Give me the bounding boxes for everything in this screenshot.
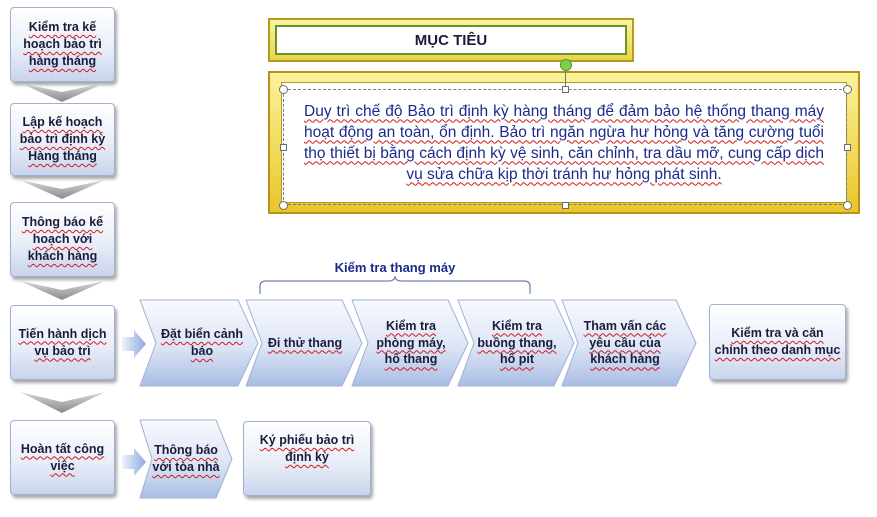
down-chevron-icon <box>20 281 105 301</box>
step-car-pit <box>474 300 560 386</box>
resize-handle[interactable] <box>843 201 852 210</box>
step-monthly-plan-check <box>10 7 115 82</box>
step-perform-service <box>10 305 115 380</box>
down-chevron-icon <box>20 180 105 200</box>
resize-handle[interactable] <box>279 85 288 94</box>
resize-handle[interactable] <box>279 201 288 210</box>
step-consult <box>580 300 670 386</box>
step-label: Lập kế hoạch bảo trì định kỳ Hàng tháng <box>19 115 106 163</box>
step-label: Tiến hành dịch vụ bảo trì <box>18 326 107 358</box>
group-bracket <box>258 276 532 296</box>
step-warning-sign <box>160 300 244 386</box>
step-label: Tham vấn các yêu cầu của khách hàng <box>583 318 667 367</box>
step-label: Kiểm tra và căn chỉnh theo danh mục <box>714 326 841 357</box>
down-chevron-icon <box>20 392 105 414</box>
step-monthly-plan-create <box>10 103 115 176</box>
step-complete-work <box>10 420 115 495</box>
step-label: Ký phiếu bảo trì định kỳ <box>259 433 355 464</box>
step-label: Kiểm tra phòng máy, hố thang <box>376 318 446 367</box>
step-test-run <box>264 300 346 386</box>
step-completion-result <box>243 421 371 496</box>
step-label: Kiểm tra buồng thang, hố pit <box>477 318 557 367</box>
resize-handle[interactable] <box>280 144 287 151</box>
resize-handle[interactable] <box>562 202 569 209</box>
step-notify-building <box>148 420 224 498</box>
rotate-handle[interactable] <box>560 59 572 71</box>
down-chevron-icon <box>20 83 105 103</box>
step-notify-customer <box>10 202 115 277</box>
objective-title: MỤC TIÊU <box>275 25 627 55</box>
objective-text: Duy trì chế độ Bảo trì định kỳ hàng tháng để đảm bảo hệ thống thang máy hoạt động an toàn, ổn định. Bảo trì ngăn ngừa hư hỏng và tăng cường tuổi thọ thiết bị bằng cách định kỳ vệ sinh, căn chỉnh, tra dầu mỡ, cung cấp dịch vụ sửa chữa kịp thời tránh hư hỏng phát sinh. <box>304 102 824 183</box>
step-label: Đi thử thang <box>267 335 343 350</box>
resize-handle[interactable] <box>843 85 852 94</box>
step-label: Đặt biển cảnh báo <box>161 327 243 358</box>
resize-handle[interactable] <box>562 86 569 93</box>
step-machine-room <box>368 300 454 386</box>
step-service-result <box>709 304 846 380</box>
objective-title-box <box>268 18 634 62</box>
resize-handle[interactable] <box>844 144 851 151</box>
step-label: Hoàn tất công việc <box>20 441 105 473</box>
step-label: Kiểm tra kế hoạch bảo trì hàng tháng <box>23 20 102 68</box>
group-label: Kiểm tra thang máy <box>334 260 456 275</box>
selection-outline <box>283 89 847 205</box>
step-label: Thông báo kế hoạch với khách hàng <box>21 215 104 263</box>
step-label: Thông báo với tòa nhà <box>152 443 220 474</box>
